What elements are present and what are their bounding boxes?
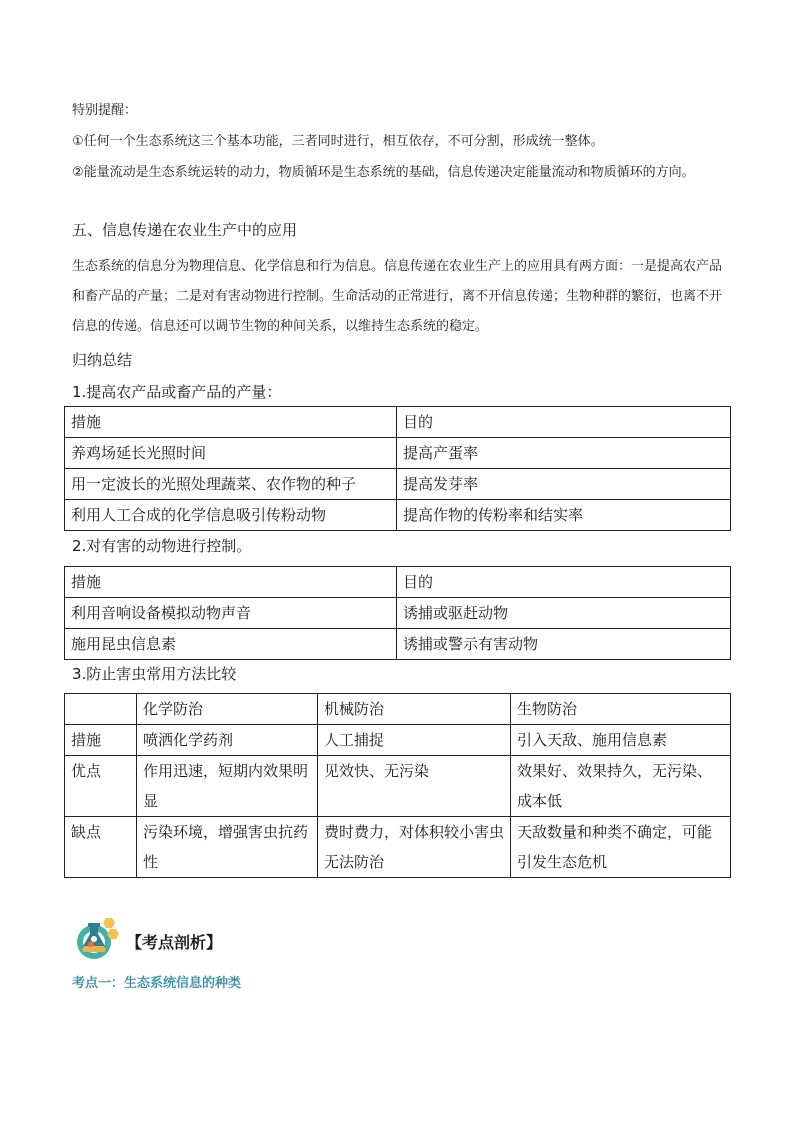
table-cell: 利用音响设备模拟动物声音: [65, 598, 397, 629]
section-title-analysis: 【考点剖析】: [126, 933, 223, 952]
table-cell: 诱捕或警示有害动物: [397, 629, 731, 660]
table-cell: 提高产蛋率: [397, 438, 731, 469]
table-cell: 天敌数量和种类不确定，可能引发生态危机: [511, 817, 731, 878]
table-cell: 见效快、无污染: [318, 756, 511, 817]
table-cell: 缺点: [65, 817, 137, 878]
table-row: [65, 725, 731, 756]
table-row: [65, 694, 731, 725]
summary-subheading-1: 1.提高农产品或畜产品的产量：: [72, 383, 282, 401]
summary-heading: 归纳总结: [72, 351, 133, 369]
reminder-item-1: ①任何一个生态系统这三个基本功能，三者同时进行，相互依存，不可分割，形成统一整体。: [72, 134, 604, 149]
table-header-cell: 目的: [397, 407, 731, 438]
table-cell: 引入天敌、施用信息素: [511, 725, 731, 756]
table-row: [65, 567, 731, 598]
table-yield: [64, 406, 731, 531]
table-header-cell: 生物防治: [511, 694, 731, 725]
section-5-body: 生态系统的信息分为物理信息、化学信息和行为信息。信息传递在农业生产上的应用具有两方面：一是提高农产品和畜产品的产量；二是对有害动物进行控制。生命活动的正常进行，离不开信息传递；生物种群的繁衍，也离不开信息的传递。信息还可以调节生物的种间关系，以维持生态系统的稳定。: [72, 259, 723, 334]
table-cell: 用一定波长的光照处理蔬菜、农作物的种子: [65, 469, 397, 500]
summary-subheading-3: 3.防止害虫常用方法比较: [72, 665, 237, 683]
exam-point-1: 考点一：生态系统信息的种类: [72, 976, 242, 991]
table-header-cell: 化学防治: [137, 694, 318, 725]
table-cell: 喷洒化学药剂: [137, 725, 318, 756]
table-cell: 优点: [65, 756, 137, 817]
table-header-cell: 措施: [65, 407, 397, 438]
table-header-cell: 措施: [65, 567, 397, 598]
flask-icon: [72, 912, 122, 962]
table-method-comparison: [64, 693, 731, 878]
table-cell: 污染环境，增强害虫抗药性: [137, 817, 318, 878]
table-row: [65, 407, 731, 438]
table-cell: 提高发芽率: [397, 469, 731, 500]
table-cell: 诱捕或驱赶动物: [397, 598, 731, 629]
section-5-heading: 五、信息传递在农业生产中的应用: [72, 221, 298, 239]
table-row: [65, 438, 731, 469]
table-pest-control: [64, 566, 731, 660]
table-header-cell: 目的: [397, 567, 731, 598]
table-row: [65, 469, 731, 500]
table-row: [65, 756, 731, 817]
table-cell: 利用人工合成的化学信息吸引传粉动物: [65, 500, 397, 531]
table-cell: 措施: [65, 725, 137, 756]
table-row: [65, 629, 731, 660]
table-cell: 费时费力，对体积较小害虫无法防治: [318, 817, 511, 878]
table-cell: 作用迅速，短期内效果明显: [137, 756, 318, 817]
reminder-title: 特别提醒：: [72, 103, 138, 118]
table-cell: 提高作物的传粉率和结实率: [397, 500, 731, 531]
table-header-cell: [65, 694, 137, 725]
table-cell: 效果好、效果持久，无污染、成本低: [511, 756, 731, 817]
summary-subheading-2: 2.对有害的动物进行控制。: [72, 537, 252, 555]
table-header-cell: 机械防治: [318, 694, 511, 725]
table-row: [65, 598, 731, 629]
table-cell: 养鸡场延长光照时间: [65, 438, 397, 469]
table-row: [65, 500, 731, 531]
table-row: [65, 817, 731, 878]
table-cell: 人工捕捉: [318, 725, 511, 756]
table-cell: 施用昆虫信息素: [65, 629, 397, 660]
reminder-item-2: ②能量流动是生态系统运转的动力，物质循环是生态系统的基础，信息传递决定能量流动和物质循环的方向。: [72, 165, 695, 180]
